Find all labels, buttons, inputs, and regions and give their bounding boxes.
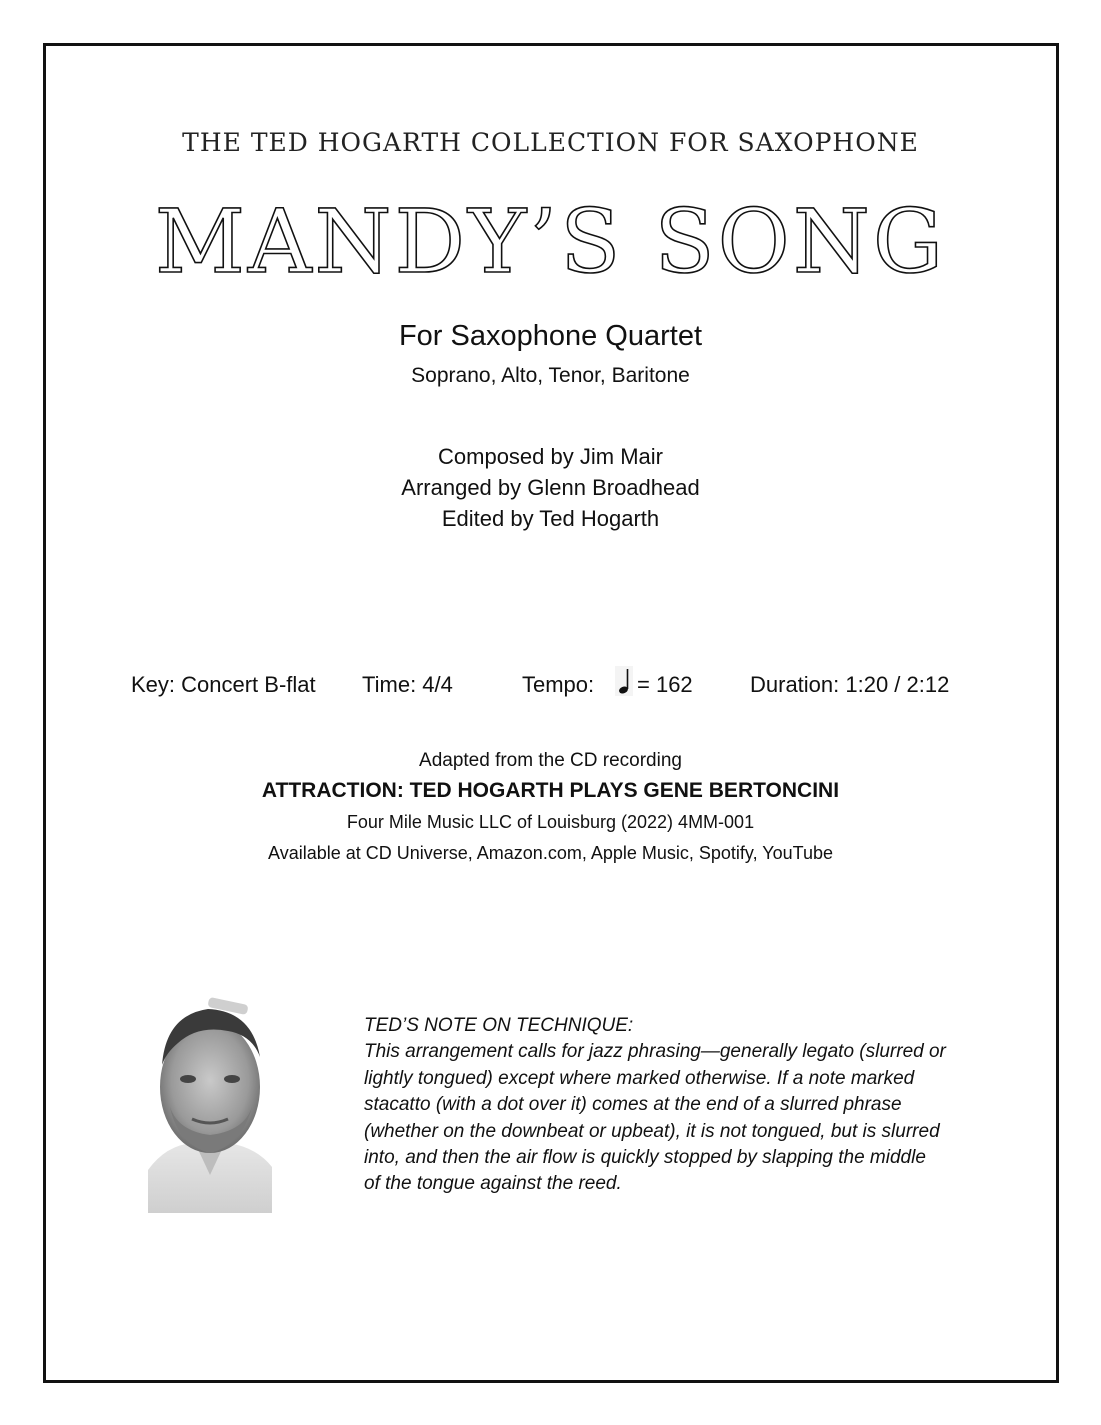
technique-line: stacatto (with a dot over it) comes at the end of a slurred phrase: [364, 1094, 902, 1116]
technique-heading: TED’S NOTE ON TECHNIQUE:: [364, 1015, 634, 1036]
specs-row: [0, 672, 1101, 702]
technique-line: into, and then the air flow is quickly stopped by slapping the middle: [364, 1147, 926, 1169]
technique-line: This arrangement calls for jazz phrasing—generally legato (slurred or: [364, 1041, 946, 1063]
adapted-from: Adapted from the CD recording: [419, 750, 682, 771]
record-label: Four Mile Music LLC of Louisburg (2022) 4MM-001: [346, 812, 755, 832]
tempo-value: = 162: [637, 672, 693, 697]
technique-line: lightly tongued) except where marked otherwise. If a note marked: [364, 1067, 915, 1089]
page-title: MANDY’S SONG: [154, 190, 947, 293]
technique-note: [364, 1013, 984, 1198]
portrait-photo: [148, 995, 272, 1213]
duration-spec: Duration: 1:20 / 2:12: [750, 672, 950, 697]
editor-credit: Edited by Ted Hogarth: [441, 506, 660, 531]
arranger-credit: Arranged by Glenn Broadhead: [401, 475, 700, 500]
album-title: ATTRACTION: TED HOGARTH PLAYS GENE BERTONCINI: [261, 779, 840, 802]
technique-line: of the tongue against the reed.: [364, 1173, 622, 1195]
quarter-note-icon: [615, 666, 633, 696]
technique-line: (whether on the downbeat or upbeat), it is not tongued, but is slurred: [364, 1120, 940, 1142]
composer-credit: Composed by Jim Mair: [438, 444, 663, 469]
time-spec: Time: 4/4: [362, 672, 453, 697]
series-title: THE TED HOGARTH COLLECTION FOR SAXOPHONE: [182, 128, 919, 157]
tempo-label: Tempo:: [522, 672, 595, 697]
availability: Available at CD Universe, Amazon.com, Apple Music, Spotify, YouTube: [268, 843, 833, 863]
key-spec: Key: Concert B-flat: [131, 672, 316, 697]
instrumentation: Soprano, Alto, Tenor, Baritone: [411, 364, 690, 387]
subtitle: For Saxophone Quartet: [398, 320, 703, 352]
